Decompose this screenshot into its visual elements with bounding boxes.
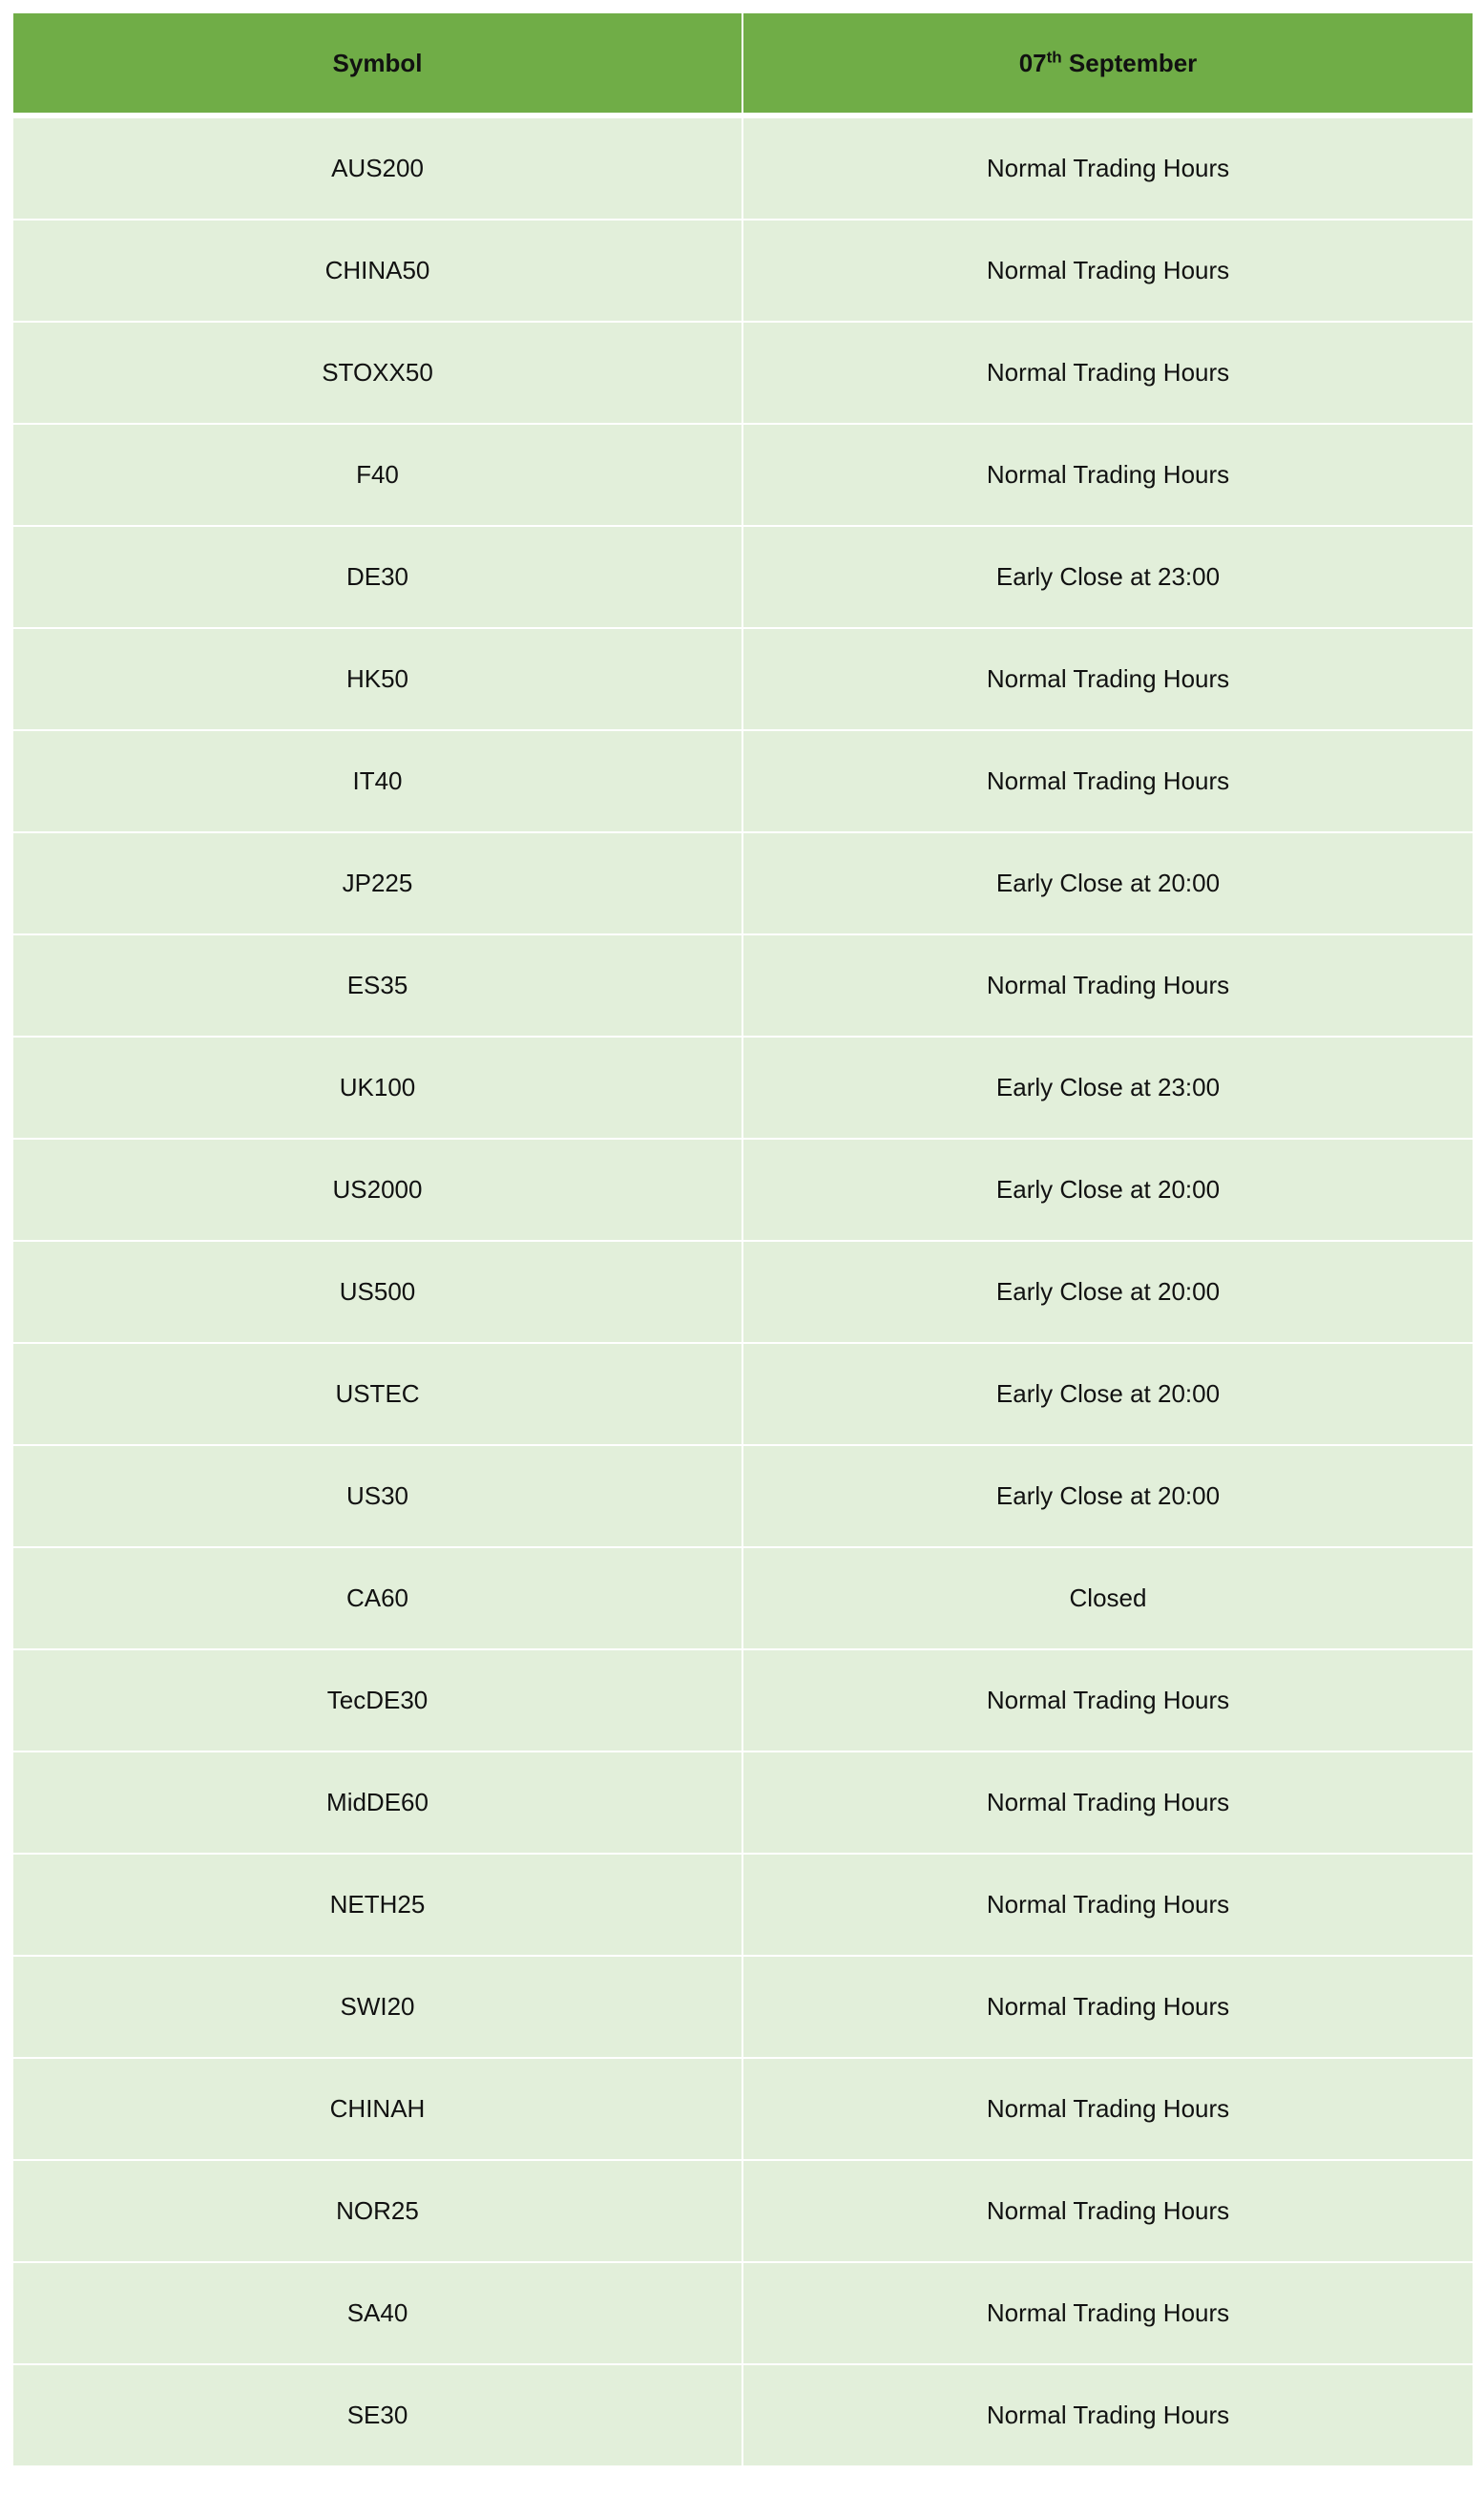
status-cell: Normal Trading Hours [742, 2364, 1474, 2466]
status-cell: Normal Trading Hours [742, 1854, 1474, 1956]
status-cell: Normal Trading Hours [742, 2160, 1474, 2262]
table-header [12, 12, 1474, 115]
status-cell: Normal Trading Hours [742, 1649, 1474, 1751]
status-cell: Early Close at 23:00 [742, 526, 1474, 628]
status-cell: Normal Trading Hours [742, 220, 1474, 322]
symbol-cell: DE30 [12, 526, 742, 628]
table-row [12, 2364, 1474, 2466]
symbol-cell: SA40 [12, 2262, 742, 2364]
table-row [12, 1751, 1474, 1854]
symbol-cell: US2000 [12, 1139, 742, 1241]
table-row [12, 1139, 1474, 1241]
symbol-cell: STOXX50 [12, 322, 742, 424]
status-cell: Early Close at 20:00 [742, 1139, 1474, 1241]
symbol-cell: HK50 [12, 628, 742, 730]
table-row [12, 115, 1474, 220]
table-row [12, 322, 1474, 424]
table-row [12, 1343, 1474, 1445]
symbol-cell: SE30 [12, 2364, 742, 2466]
table-row [12, 1854, 1474, 1956]
header-date [742, 12, 1474, 115]
trading-hours-table-container [11, 11, 1473, 2467]
symbol-cell: CHINAH [12, 2058, 742, 2160]
table-row [12, 2160, 1474, 2262]
symbol-cell: SWI20 [12, 1956, 742, 2058]
symbol-cell: UK100 [12, 1037, 742, 1139]
symbol-cell: USTEC [12, 1343, 742, 1445]
symbol-cell: CHINA50 [12, 220, 742, 322]
status-cell: Early Close at 20:00 [742, 832, 1474, 934]
symbol-cell: US500 [12, 1241, 742, 1343]
header-date-suffix: th [1046, 47, 1062, 66]
symbol-cell: ES35 [12, 934, 742, 1037]
header-symbol: Symbol [12, 12, 742, 115]
status-cell: Early Close at 23:00 [742, 1037, 1474, 1139]
table-row [12, 1037, 1474, 1139]
status-cell: Early Close at 20:00 [742, 1241, 1474, 1343]
symbol-cell: NETH25 [12, 1854, 742, 1956]
table-row [12, 1445, 1474, 1547]
symbol-cell: NOR25 [12, 2160, 742, 2262]
status-cell: Normal Trading Hours [742, 2262, 1474, 2364]
status-cell: Normal Trading Hours [742, 1956, 1474, 2058]
status-cell: Normal Trading Hours [742, 322, 1474, 424]
header-date-month: September [1068, 48, 1198, 77]
symbol-cell: TecDE30 [12, 1649, 742, 1751]
status-cell: Normal Trading Hours [742, 2058, 1474, 2160]
table-row [12, 1956, 1474, 2058]
status-cell: Normal Trading Hours [742, 934, 1474, 1037]
symbol-cell: IT40 [12, 730, 742, 832]
header-row [12, 12, 1474, 115]
status-cell: Early Close at 20:00 [742, 1445, 1474, 1547]
table-row [12, 526, 1474, 628]
table-row [12, 934, 1474, 1037]
table-row [12, 1547, 1474, 1649]
table-row [12, 2262, 1474, 2364]
symbol-cell: US30 [12, 1445, 742, 1547]
trading-hours-table [11, 11, 1474, 2467]
status-cell: Closed [742, 1547, 1474, 1649]
table-row [12, 1241, 1474, 1343]
status-cell: Normal Trading Hours [742, 730, 1474, 832]
status-cell: Early Close at 20:00 [742, 1343, 1474, 1445]
status-cell: Normal Trading Hours [742, 1751, 1474, 1854]
table-row [12, 220, 1474, 322]
table-row [12, 832, 1474, 934]
symbol-cell: JP225 [12, 832, 742, 934]
symbol-cell: CA60 [12, 1547, 742, 1649]
table-body [12, 115, 1474, 2466]
status-cell: Normal Trading Hours [742, 115, 1474, 220]
symbol-cell: AUS200 [12, 115, 742, 220]
table-row [12, 1649, 1474, 1751]
header-date-day: 07 [1018, 48, 1047, 77]
table-row [12, 730, 1474, 832]
symbol-cell: MidDE60 [12, 1751, 742, 1854]
status-cell: Normal Trading Hours [742, 628, 1474, 730]
table-row [12, 424, 1474, 526]
symbol-cell: F40 [12, 424, 742, 526]
status-cell: Normal Trading Hours [742, 424, 1474, 526]
table-row [12, 628, 1474, 730]
table-row [12, 2058, 1474, 2160]
